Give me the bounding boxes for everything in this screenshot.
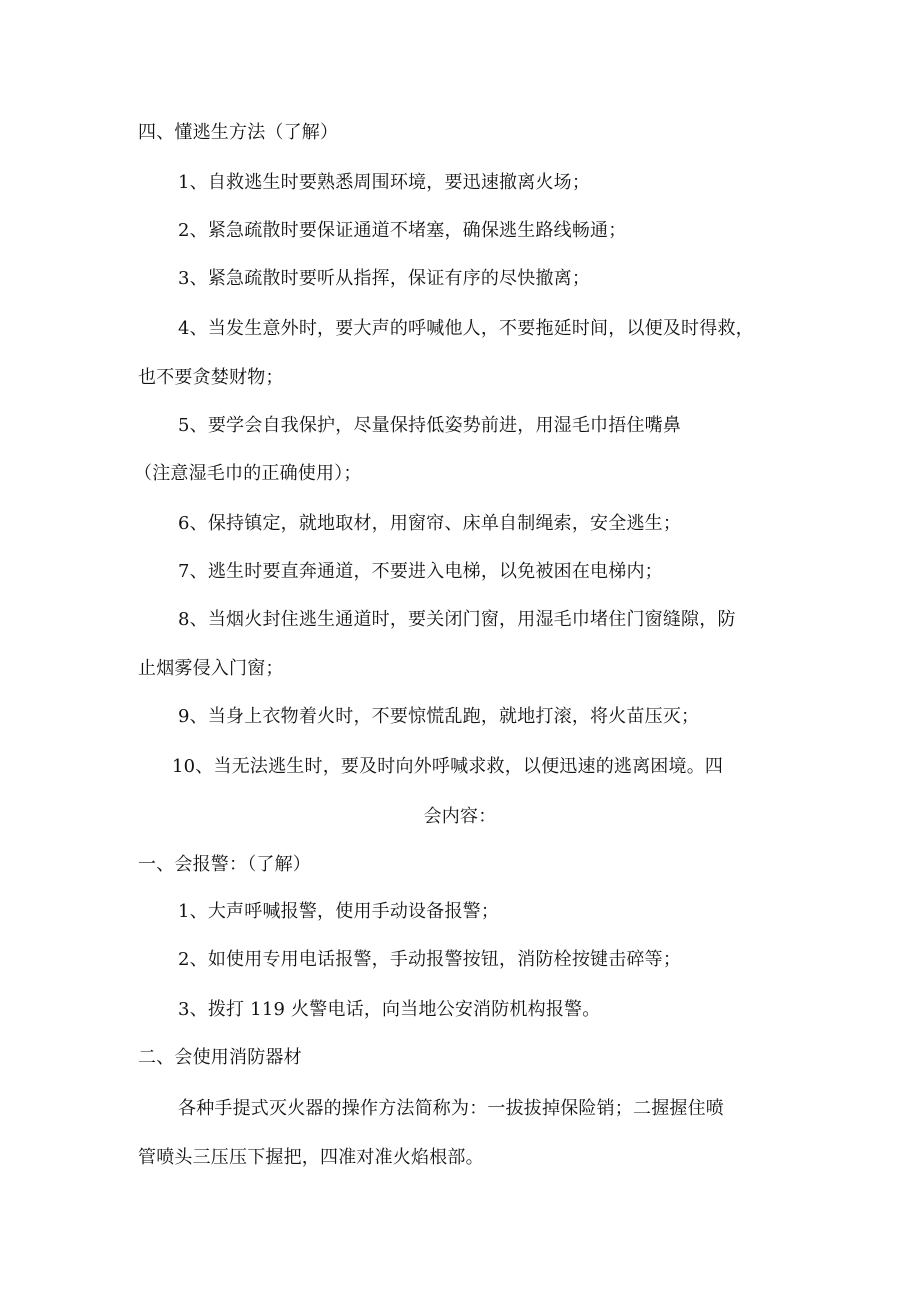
section-two-heading: 二、会使用消防器材 (138, 1047, 302, 1068)
escape-item-4-line-2: 也不要贪婪财物； (138, 367, 284, 388)
extinguisher-paragraph-line-2: 管喷头三压压下握把，四准对准火焰根部。 (138, 1147, 484, 1168)
escape-item-5-line-2: （注意湿毛巾的正确使用）； (134, 463, 362, 484)
escape-item-5-line-1: 5、要学会自我保护，尽量保持低姿势前进，用湿毛巾捂住嘴鼻 (178, 415, 682, 436)
escape-item-10: 10、当无法逃生时，要及时向外呼喊求救，以便迅速的逃离困境。四 (172, 756, 724, 777)
escape-item-4-line-1: 4、当发生意外时，要大声的呼喊他人，不要拖延时间，以便及时得救， (178, 318, 754, 339)
escape-item-7: 7、逃生时要直奔通道，不要进入电梯，以免被困在电梯内； (178, 561, 663, 582)
escape-item-8-line-1: 8、当烟火封住逃生通道时，要关闭门窗，用湿毛巾堵住门窗缝隙，防 (178, 609, 736, 630)
alarm-item-3: 3、拨打 119 火警电话，向当地公安消防机构报警。 (178, 999, 601, 1020)
section-one-heading: 一、会报警：（了解） (138, 854, 311, 875)
section-four-heading: 四、懂逃生方法（了解） (138, 122, 339, 143)
escape-item-1: 1、自救逃生时要熟悉周围环境，要迅速撤离火场； (178, 172, 591, 193)
extinguisher-paragraph-line-1: 各种手提式灭火器的操作方法简称为：一拔拔掉保险销；二握握住喷 (178, 1098, 724, 1119)
escape-item-2: 2、紧急疏散时要保证通道不堵塞，确保逃生路线畅通； (178, 220, 627, 241)
escape-item-6: 6、保持镇定，就地取材，用窗帘、床单自制绳索，安全逃生； (178, 513, 682, 534)
escape-item-9: 9、当身上衣物着火时，不要惊慌乱跑，就地打滚，将火苗压灭； (178, 706, 700, 727)
alarm-item-1: 1、大声呼喊报警，使用手动设备报警； (178, 901, 500, 922)
alarm-item-2: 2、如使用专用电话报警，手动报警按钮，消防栓按键击碎等； (178, 949, 682, 970)
escape-item-3: 3、紧急疏散时要听从指挥，保证有序的尽快撤离； (178, 268, 591, 289)
escape-item-8-line-2: 止烟雾侵入门窗； (138, 658, 284, 679)
four-skills-title: 会内容： (423, 806, 497, 827)
